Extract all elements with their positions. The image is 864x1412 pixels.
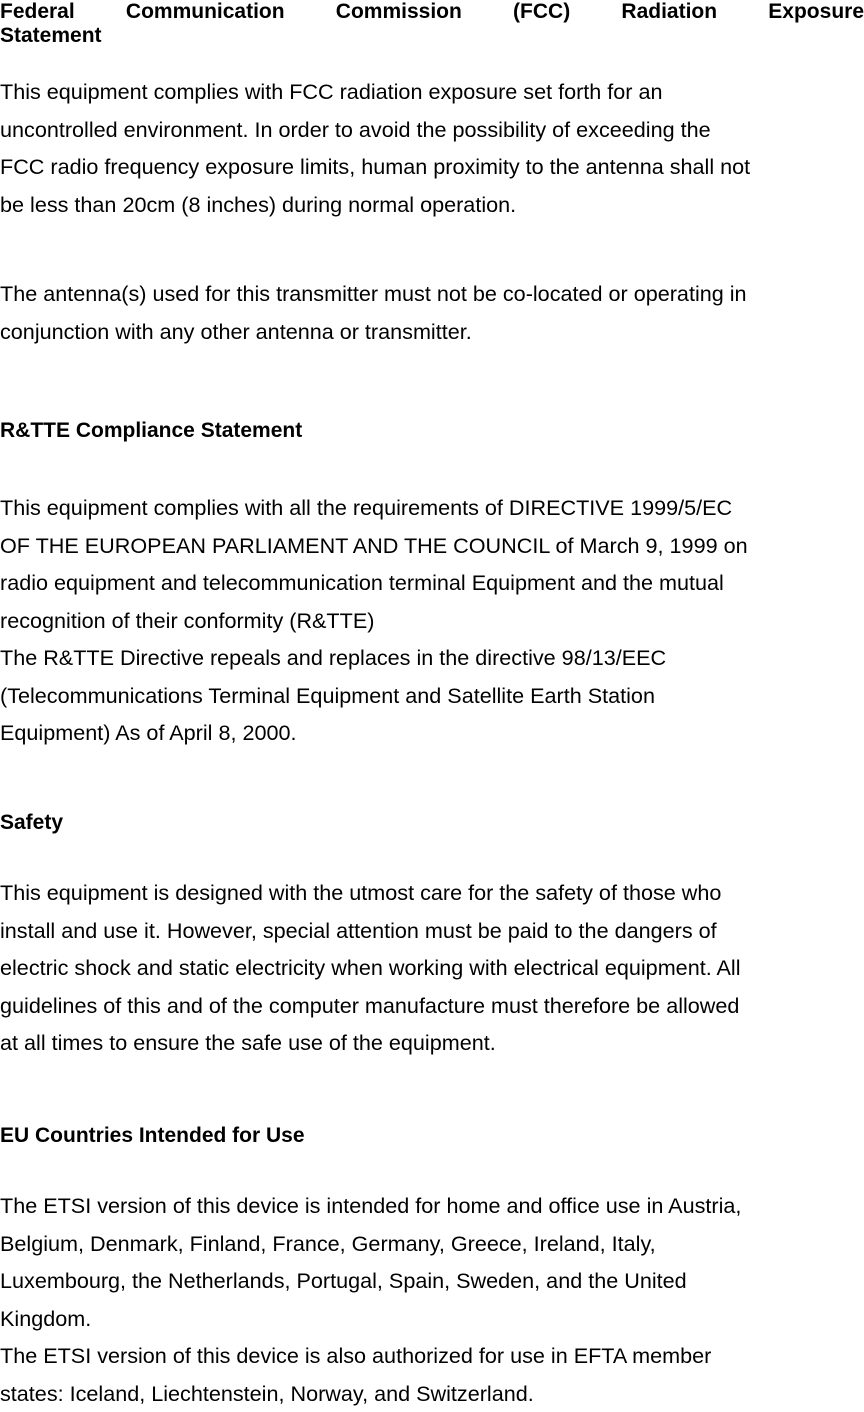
paragraph-line: FCC radio frequency exposure limits, human proximity to the antenna shall not: [0, 148, 864, 186]
paragraph-line: The R&TTE Directive repeals and replaces in the directive 98/13/EEC: [0, 639, 864, 677]
paragraph-line: (Telecommunications Terminal Equipment and Satellite Earth Station: [0, 677, 864, 715]
paragraph-line: Kingdom.: [0, 1300, 864, 1338]
paragraph-line: guidelines of this and of the computer manufacture must therefore be allowed: [0, 987, 864, 1025]
fcc-antenna-paragraph: [0, 275, 864, 350]
paragraph-line: at all times to ensure the safe use of the equipment.: [0, 1024, 864, 1062]
paragraph-line: be less than 20cm (8 inches) during normal operation.: [0, 186, 864, 224]
paragraph-line: The ETSI version of this device is also authorized for use in EFTA member: [0, 1337, 864, 1375]
paragraph-line: radio equipment and telecommunication terminal Equipment and the mutual: [0, 564, 864, 602]
safety-heading: Safety: [0, 811, 864, 835]
fcc-heading-continuation: Statement: [0, 24, 102, 48]
paragraph-line: This equipment complies with all the requirements of DIRECTIVE 1999/5/EC: [0, 489, 864, 527]
rtte-heading: R&TTE Compliance Statement: [0, 419, 864, 443]
paragraph-line: states: Iceland, Liechtenstein, Norway, and Switzerland.: [0, 1375, 864, 1412]
fcc-heading: Federal Communication Commission (FCC) Radiation Exposure: [0, 0, 864, 24]
safety-paragraph: [0, 874, 864, 1062]
rtte-paragraph: [0, 489, 864, 752]
paragraph-line: install and use it. However, special attention must be paid to the dangers of: [0, 912, 864, 950]
paragraph-line: conjunction with any other antenna or transmitter.: [0, 313, 864, 351]
paragraph-line: The ETSI version of this device is intended for home and office use in Austria,: [0, 1187, 864, 1225]
fcc-exposure-paragraph: [0, 73, 864, 223]
paragraph-line: This equipment complies with FCC radiation exposure set forth for an: [0, 73, 864, 111]
eu-countries-paragraph: [0, 1187, 864, 1412]
paragraph-line: The antenna(s) used for this transmitter must not be co-located or operating in: [0, 275, 864, 313]
eu-countries-heading: EU Countries Intended for Use: [0, 1124, 864, 1148]
paragraph-line: Luxembourg, the Netherlands, Portugal, Spain, Sweden, and the United: [0, 1262, 864, 1300]
paragraph-line: This equipment is designed with the utmost care for the safety of those who: [0, 874, 864, 912]
paragraph-line: Equipment) As of April 8, 2000.: [0, 714, 864, 752]
paragraph-line: recognition of their conformity (R&TTE): [0, 602, 864, 640]
paragraph-line: electric shock and static electricity when working with electrical equipment. All: [0, 949, 864, 987]
paragraph-line: Belgium, Denmark, Finland, France, Germany, Greece, Ireland, Italy,: [0, 1225, 864, 1263]
paragraph-line: uncontrolled environment. In order to avoid the possibility of exceeding the: [0, 111, 864, 149]
paragraph-line: OF THE EUROPEAN PARLIAMENT AND THE COUNCIL of March 9, 1999 on: [0, 527, 864, 565]
